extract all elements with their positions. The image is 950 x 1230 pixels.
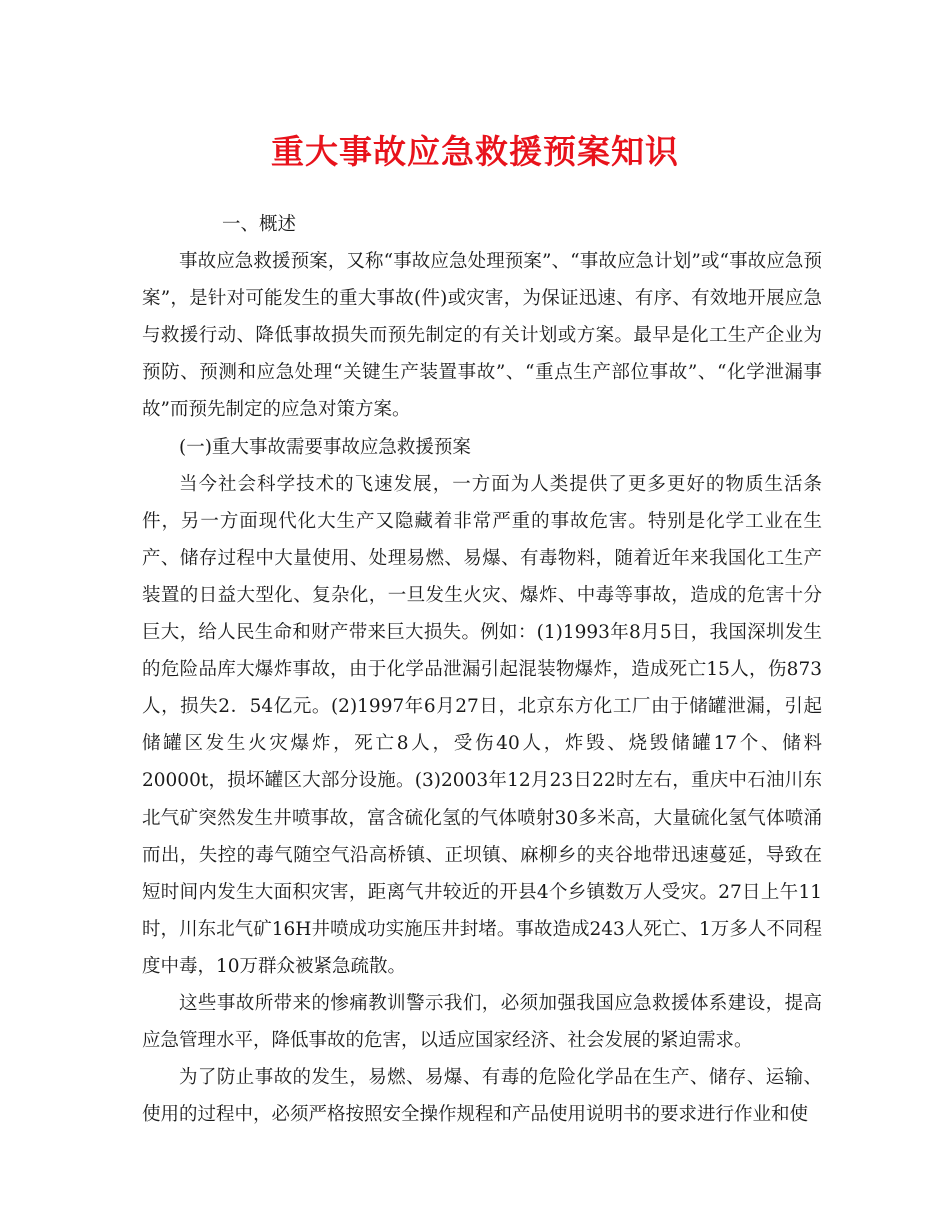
paragraph-definition: 事故应急救援预案，又称“事故应急处理预案”、“事故应急计划”或“事故应急预案”，是针对可能发生的重大事故(件)或灾害，为保证迅速、有序、有效地开展应急与救援行动、降低事故损失而预先制定的有关计划或方案。最早是化工生产企业为预防、预测和应急处理“关键生产装置事故”、“重点生产部位事故”、“化学泄漏事故”而预先制定的应急对策方案。 xyxy=(142,251,822,421)
paragraph-examples: 当今社会科学技术的飞速发展，一方面为人类提供了更多更好的物质生活条件，另一方面现代化大生产又隐藏着非常严重的事故危害。特别是化学工业在生产、储存过程中大量使用、处理易燃、易爆、有毒物料，随着近年来我国化工生产装置的日益大型化、复杂化，一旦发生火灾、爆炸、中毒等事故，造成的危害十分巨大，给人民生命和财产带来巨大损失。例如：(1)1993年8月5日，我国深圳发生的危险品库大爆炸事故，由于化学品泄漏引起混装物爆炸，造成死亡15人，伤873人，损失2．54亿元。(2)1997年6月27日，北京东方化工厂由于储罐泄漏，引起储罐区发生火灾爆炸，死亡8人，受伤40人，炸毁、烧毁储罐17个、储料20000t，损坏罐区大部分设施。(3)2003年12月23日22时左右，重庆中石油川东北气矿突然发生井喷事故，富含硫化氢的气体喷射30多米高，大量硫化氢气体喷涌而出，失控的毒气随空气沿高桥镇、正坝镇、麻柳乡的夹谷地带迅速蔓延，导致在短时间内发生大面积灾害，距离气井较近的开县4个乡镇数万人受灾。27日上午11时，川东北气矿16H井喷成功实施压井封堵。事故造成243人死亡、1万多人不同程度中毒，10万群众被紧急疏散。 xyxy=(142,473,822,977)
section-heading: 一、概述 xyxy=(222,214,297,235)
paragraph-lessons: 这些事故所带来的惨痛教训警示我们，必须加强我国应急救援体系建设，提高应急管理水平，降低事故的危害，以适应国家经济、社会发展的紧迫需求。 xyxy=(142,992,822,1052)
paragraph-prevention: 为了防止事故的发生，易燃、易爆、有毒的危险化学品在生产、储存、运输、使用的过程中，必须严格按照安全操作规程和产品使用说明书的要求进行作业和使 xyxy=(142,1067,822,1126)
document-body xyxy=(142,206,822,1133)
document-title: 重大事故应急救援预案知识 xyxy=(271,132,679,171)
sub-heading: (一)重大事故需要事故应急救援预案 xyxy=(179,436,471,458)
